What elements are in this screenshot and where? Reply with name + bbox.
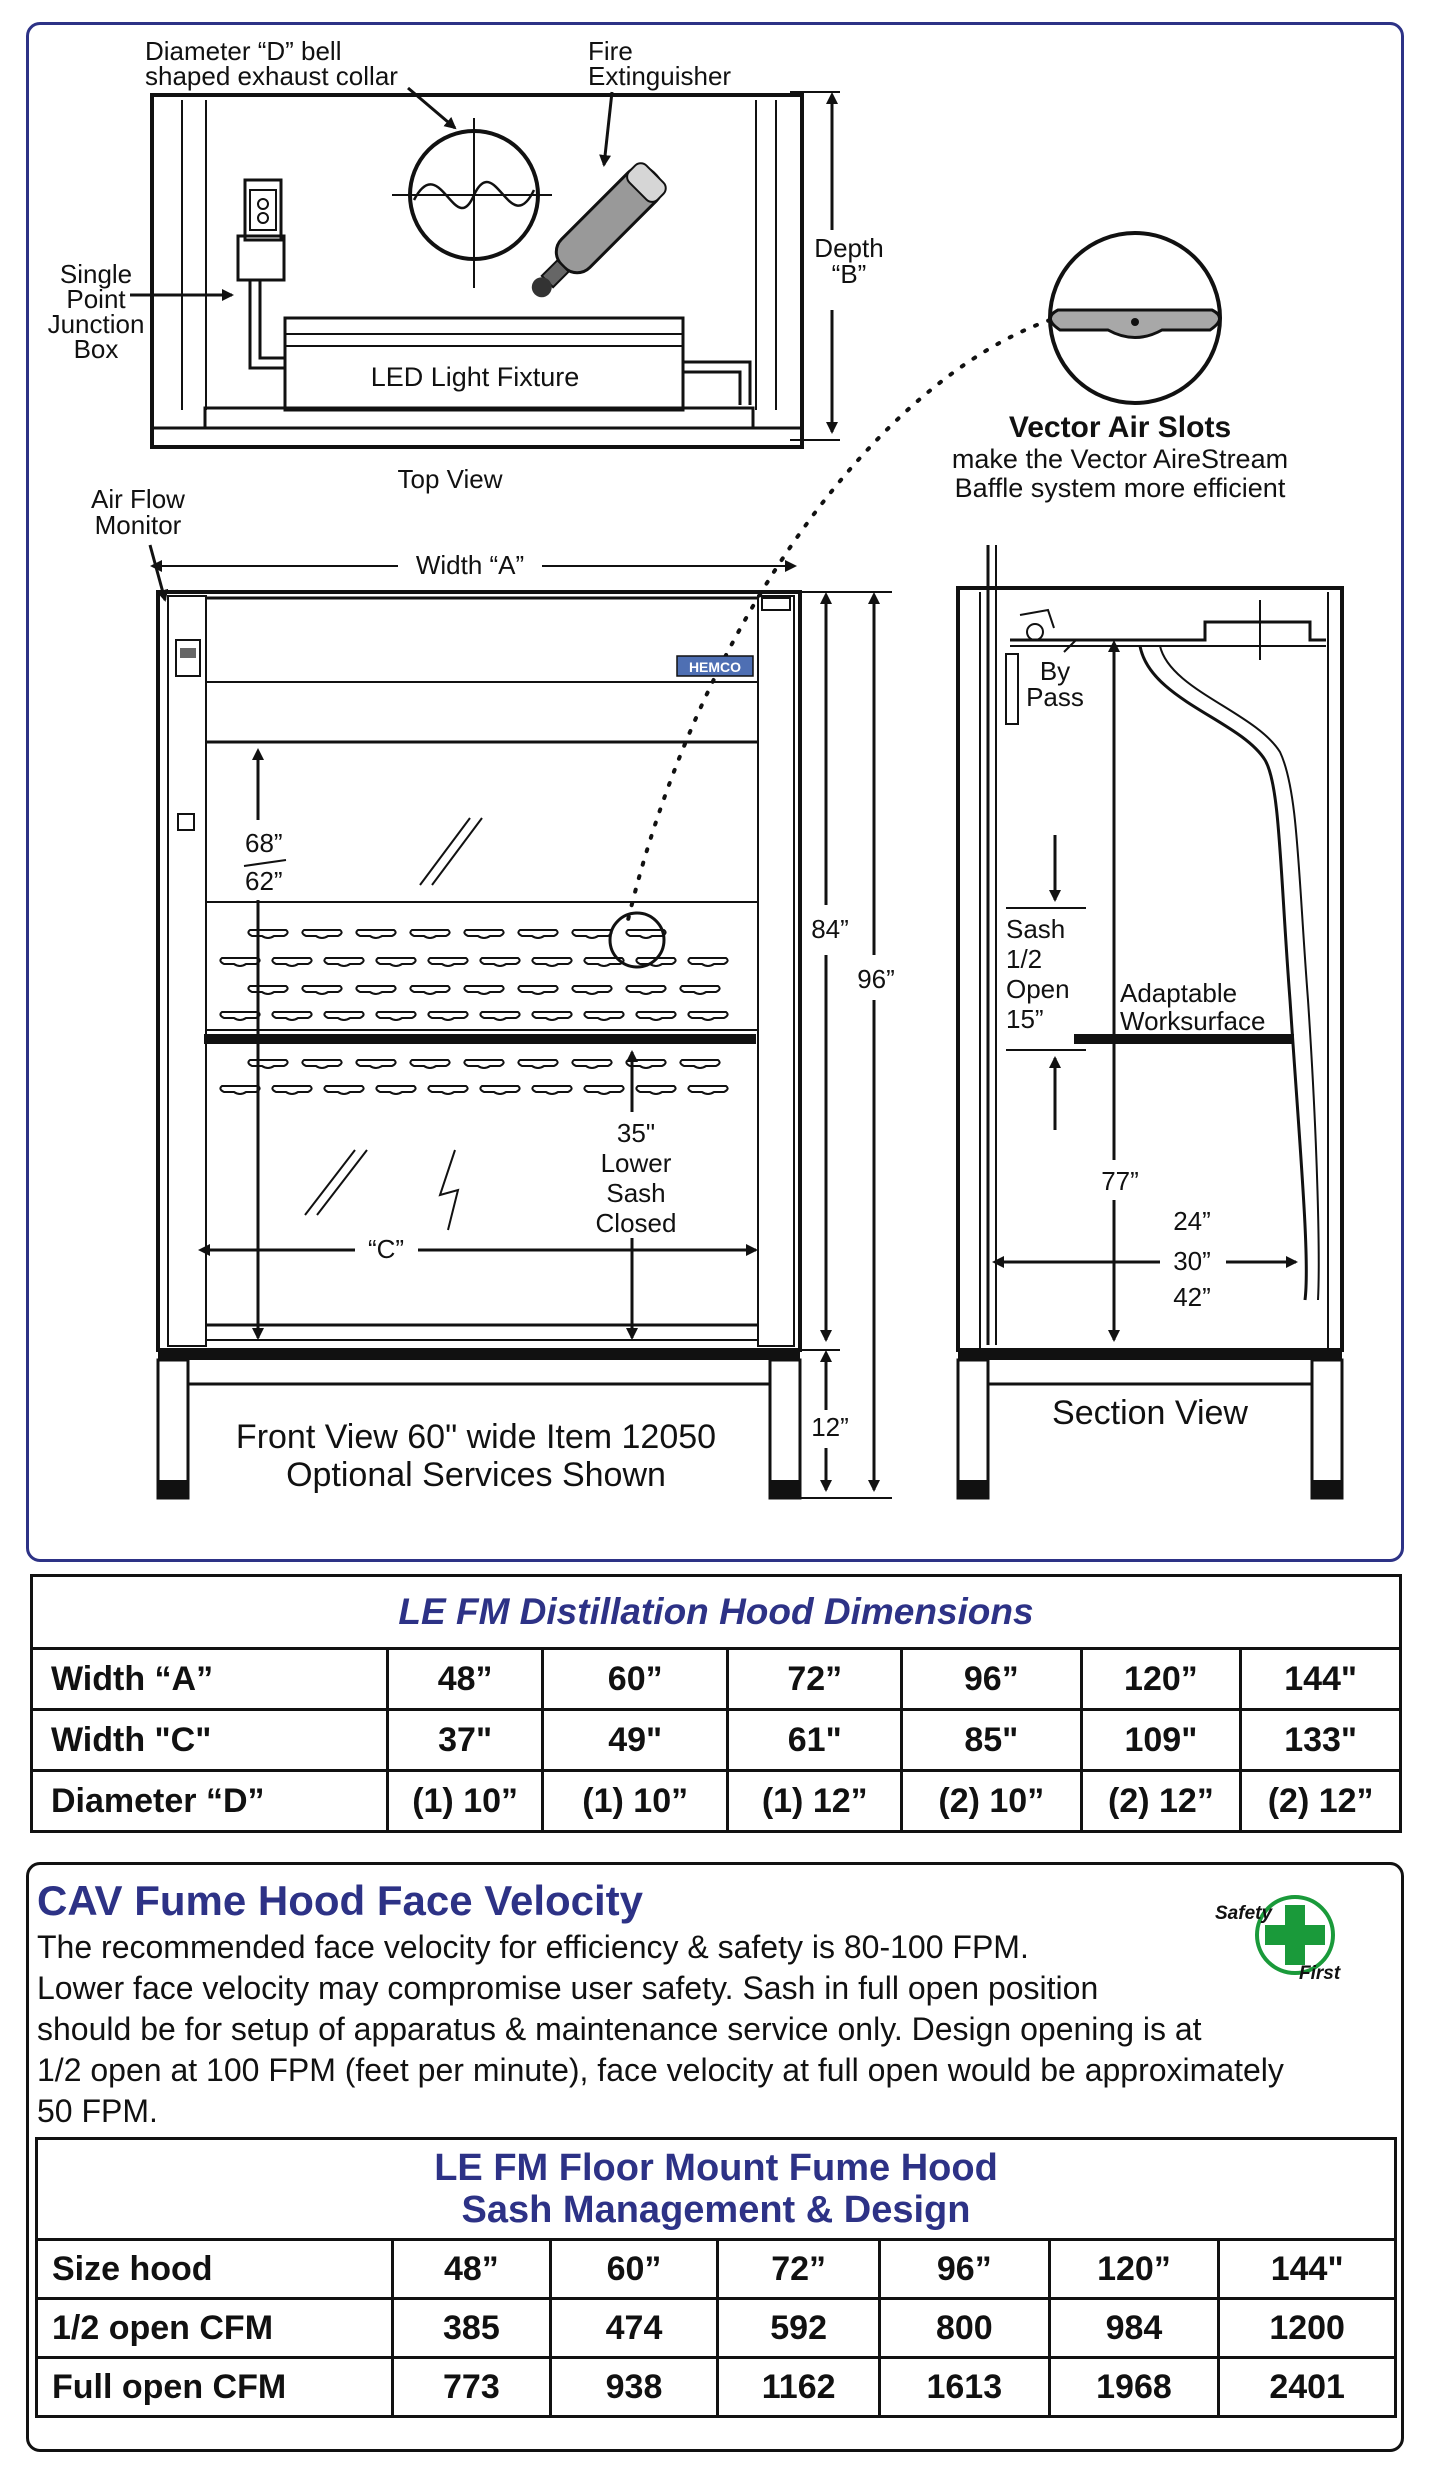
baffle-slot	[532, 1086, 571, 1094]
sash-68-label: 68”	[245, 828, 283, 858]
baffle-slot	[376, 958, 415, 966]
baffle-slot	[518, 986, 557, 994]
junction-label-line2: Point	[66, 284, 126, 314]
section-caption: Section View	[1052, 1394, 1248, 1432]
airflow-label-line1: Air Flow	[91, 484, 185, 514]
table-cell: 61"	[728, 1710, 902, 1771]
velocity-line-5: 50 FPM.	[37, 2093, 158, 2129]
table-cell: 37"	[388, 1710, 543, 1771]
row-label: Full open CFM	[37, 2358, 393, 2417]
front-caption-line2: Optional Services Shown	[286, 1456, 666, 1494]
baffle-slot	[220, 1012, 259, 1020]
table-cell: 96”	[879, 2240, 1049, 2299]
baffle-slot	[636, 1086, 675, 1094]
row-label: Width “A”	[32, 1649, 388, 1710]
table-cell: 72”	[728, 1649, 902, 1710]
front-view	[91, 484, 895, 1498]
baffle-slot	[480, 1012, 519, 1020]
velocity-body	[37, 1927, 1377, 2132]
junction-label-line1: Single	[59, 259, 133, 289]
sash-half-line2: 1/2	[1006, 944, 1043, 974]
baffle-slot	[248, 986, 287, 994]
collar-label-line1: Diameter “D” bell	[145, 36, 342, 66]
fire-label-line1: Fire	[588, 36, 633, 66]
table-cell: 474	[550, 2299, 718, 2358]
lower-sash-line2: Lower	[600, 1148, 672, 1178]
table-cell: 49"	[542, 1710, 728, 1771]
row-label: Size hood	[37, 2240, 393, 2299]
dimensions-table-title: LE FM Distillation Hood Dimensions	[32, 1576, 1401, 1649]
table-cell: (1) 10”	[542, 1771, 728, 1832]
depth-label-line1: Depth	[814, 233, 884, 263]
velocity-line-3: should be for setup of apparatus & maintenance service only. Design opening is at	[37, 2011, 1202, 2047]
baffle-slot	[572, 1060, 611, 1068]
baffle-slot	[356, 1060, 395, 1068]
table-cell: 1613	[879, 2358, 1049, 2417]
sash-table-title	[37, 2139, 1396, 2240]
height-12-label: 12”	[811, 1412, 849, 1442]
table-cell: 1200	[1219, 2299, 1396, 2358]
face-velocity-panel	[26, 1862, 1404, 2452]
baffle-slot	[356, 986, 395, 994]
vector-line2: Baffle system more efficient	[954, 473, 1286, 503]
baffle-slot	[680, 1060, 719, 1068]
table-cell: (1) 12”	[728, 1771, 902, 1832]
lower-sash-line4: Closed	[595, 1208, 677, 1238]
table-row	[32, 1771, 1401, 1832]
velocity-line-4: 1/2 open at 100 FPM (feet per minute), face velocity at full open would be approximately	[37, 2052, 1284, 2088]
table-cell: 1968	[1049, 2358, 1219, 2417]
baffle-slot	[302, 1060, 341, 1068]
velocity-line-1: The recommended face velocity for efficiency & safety is 80-100 FPM.	[37, 1929, 1029, 1965]
sash-title-line2: Sash Management & Design	[461, 2189, 971, 2231]
depth-30-label: 30”	[1173, 1246, 1211, 1276]
row-label: Diameter “D”	[32, 1771, 388, 1832]
baffle-slot	[572, 986, 611, 994]
table-cell: 48”	[388, 1649, 543, 1710]
led-label: LED Light Fixture	[370, 362, 580, 392]
baffle-slot	[324, 1012, 363, 1020]
table-cell: 120”	[1081, 1649, 1241, 1710]
table-cell: 385	[393, 2299, 551, 2358]
table-cell: (2) 12”	[1241, 1771, 1401, 1832]
safety-first-icon	[1211, 1883, 1351, 1983]
table-cell: 2401	[1219, 2358, 1396, 2417]
table-cell: 144"	[1219, 2240, 1396, 2299]
table-cell: 938	[550, 2358, 718, 2417]
depth-42-label: 42”	[1173, 1282, 1211, 1312]
badge-bottom-text: First	[1299, 1963, 1341, 1983]
table-cell: 85"	[902, 1710, 1082, 1771]
table-row	[32, 1649, 1401, 1710]
baffle-slot	[376, 1086, 415, 1094]
baffle-slot	[428, 1086, 467, 1094]
table-row	[32, 1710, 1401, 1771]
baffle-slot	[584, 1086, 623, 1094]
section-view	[958, 545, 1342, 1498]
dimensions-table-wrap	[30, 1574, 1402, 1833]
table-cell: 60”	[542, 1649, 728, 1710]
airflow-label-line2: Monitor	[94, 510, 182, 540]
table-row	[37, 2240, 1396, 2299]
bypass-line1: By	[1039, 656, 1071, 686]
baffle-slot	[688, 958, 727, 966]
baffle-slot	[532, 1012, 571, 1020]
row-label: 1/2 open CFM	[37, 2299, 393, 2358]
vector-title: Vector Air Slots	[1008, 411, 1232, 444]
vector-line1: make the Vector AireStream	[951, 444, 1289, 474]
baffle-slot	[688, 1086, 727, 1094]
junction-label-line4: Box	[73, 334, 119, 364]
baffle-slot	[480, 1086, 519, 1094]
baffle-slot	[302, 930, 341, 938]
baffle-slot	[428, 1012, 467, 1020]
baffle-slot	[636, 1012, 675, 1020]
sash-half-line1: Sash	[1006, 914, 1066, 944]
baffle-slot	[302, 986, 341, 994]
baffle-slot	[272, 1086, 311, 1094]
lower-sash-line1: 35"	[616, 1118, 656, 1148]
baffle-slot	[220, 958, 259, 966]
baffle-slot	[428, 958, 467, 966]
baffle-slots	[220, 930, 727, 1094]
worksurface-line2: Worksurface	[1120, 1006, 1266, 1036]
sash-table	[35, 2137, 1397, 2418]
front-caption-line1: Front View 60" wide Item 12050	[235, 1418, 717, 1456]
table-cell: 120”	[1049, 2240, 1219, 2299]
baffle-slot	[356, 930, 395, 938]
baffle-slot	[572, 930, 611, 938]
junction-box-icon	[238, 180, 285, 368]
height-84-label: 84”	[811, 914, 849, 944]
sash-title-line1: LE FM Floor Mount Fume Hood	[434, 2147, 998, 2189]
baffle-slot	[518, 930, 557, 938]
junction-label-line3: Junction	[47, 309, 145, 339]
baffle-slot	[410, 986, 449, 994]
baffle-slot	[464, 986, 503, 994]
baffle-slot	[324, 1086, 363, 1094]
baffle-slot	[688, 1012, 727, 1020]
table-row	[37, 2358, 1396, 2417]
table-cell: 800	[879, 2299, 1049, 2358]
table-cell: (2) 12”	[1081, 1771, 1241, 1832]
baffle-slot	[410, 1060, 449, 1068]
velocity-line-2: Lower face velocity may compromise user safety. Sash in full open position	[37, 1970, 1099, 2006]
baffle-slot	[626, 986, 665, 994]
top-view	[48, 36, 884, 494]
table-cell: 1162	[718, 2358, 880, 2417]
velocity-title: CAV Fume Hood Face Velocity	[37, 1877, 644, 1924]
bypass-line2: Pass	[1026, 682, 1084, 712]
baffle-slot	[518, 1060, 557, 1068]
table-row	[37, 2299, 1396, 2358]
fire-extinguisher-icon	[521, 160, 669, 308]
row-label: Width "C"	[32, 1710, 388, 1771]
table-cell: 144"	[1241, 1649, 1401, 1710]
depth-24-label: 24”	[1173, 1206, 1211, 1236]
sash-half-line4: 15”	[1006, 1004, 1044, 1034]
table-cell: (2) 10”	[902, 1771, 1082, 1832]
baffle-slot	[626, 930, 665, 938]
table-cell: 109"	[1081, 1710, 1241, 1771]
baffle-slot	[324, 958, 363, 966]
table-cell: 984	[1049, 2299, 1219, 2358]
width-a-label: Width “A”	[415, 550, 525, 580]
baffle-slot	[272, 958, 311, 966]
baffle-slot	[680, 986, 719, 994]
table-cell: (1) 10”	[388, 1771, 543, 1832]
baffle-slot	[376, 1012, 415, 1020]
top-view-caption: Top View	[397, 464, 503, 494]
baffle-slot	[464, 930, 503, 938]
worksurface-line1: Adaptable	[1120, 978, 1238, 1008]
baffle-slot	[464, 1060, 503, 1068]
lower-sash-line3: Sash	[606, 1178, 666, 1208]
baffle-slot	[584, 1012, 623, 1020]
sash-62-label: 62”	[245, 866, 283, 896]
brand-plate: HEMCO	[688, 659, 742, 675]
collar-label-line2: shaped exhaust collar	[145, 61, 398, 91]
table-cell: 72”	[718, 2240, 880, 2299]
sash-half-line3: Open	[1006, 974, 1070, 1004]
table-cell: 133"	[1241, 1710, 1401, 1771]
baffle-slot	[410, 930, 449, 938]
table-cell: 773	[393, 2358, 551, 2417]
width-c-label: “C”	[367, 1234, 405, 1264]
table-cell: 96”	[902, 1649, 1082, 1710]
baffle-slot	[480, 958, 519, 966]
height-96-label: 96”	[857, 964, 895, 994]
baffle-slot	[248, 930, 287, 938]
baffle-slot	[248, 1060, 287, 1068]
baffle-slot	[532, 958, 571, 966]
height-77-label: 77”	[1101, 1166, 1139, 1196]
table-cell: 60”	[550, 2240, 718, 2299]
table-cell: 592	[718, 2299, 880, 2358]
dimensions-table	[30, 1574, 1402, 1833]
table-cell: 48”	[393, 2240, 551, 2299]
badge-top-text: Safety	[1215, 1903, 1273, 1924]
depth-label-line2: “B”	[831, 259, 867, 289]
baffle-slot	[220, 1086, 259, 1094]
sash-table-wrap	[35, 2137, 1397, 2418]
baffle-slot	[272, 1012, 311, 1020]
fire-label-line2: Extinguisher	[588, 61, 732, 91]
